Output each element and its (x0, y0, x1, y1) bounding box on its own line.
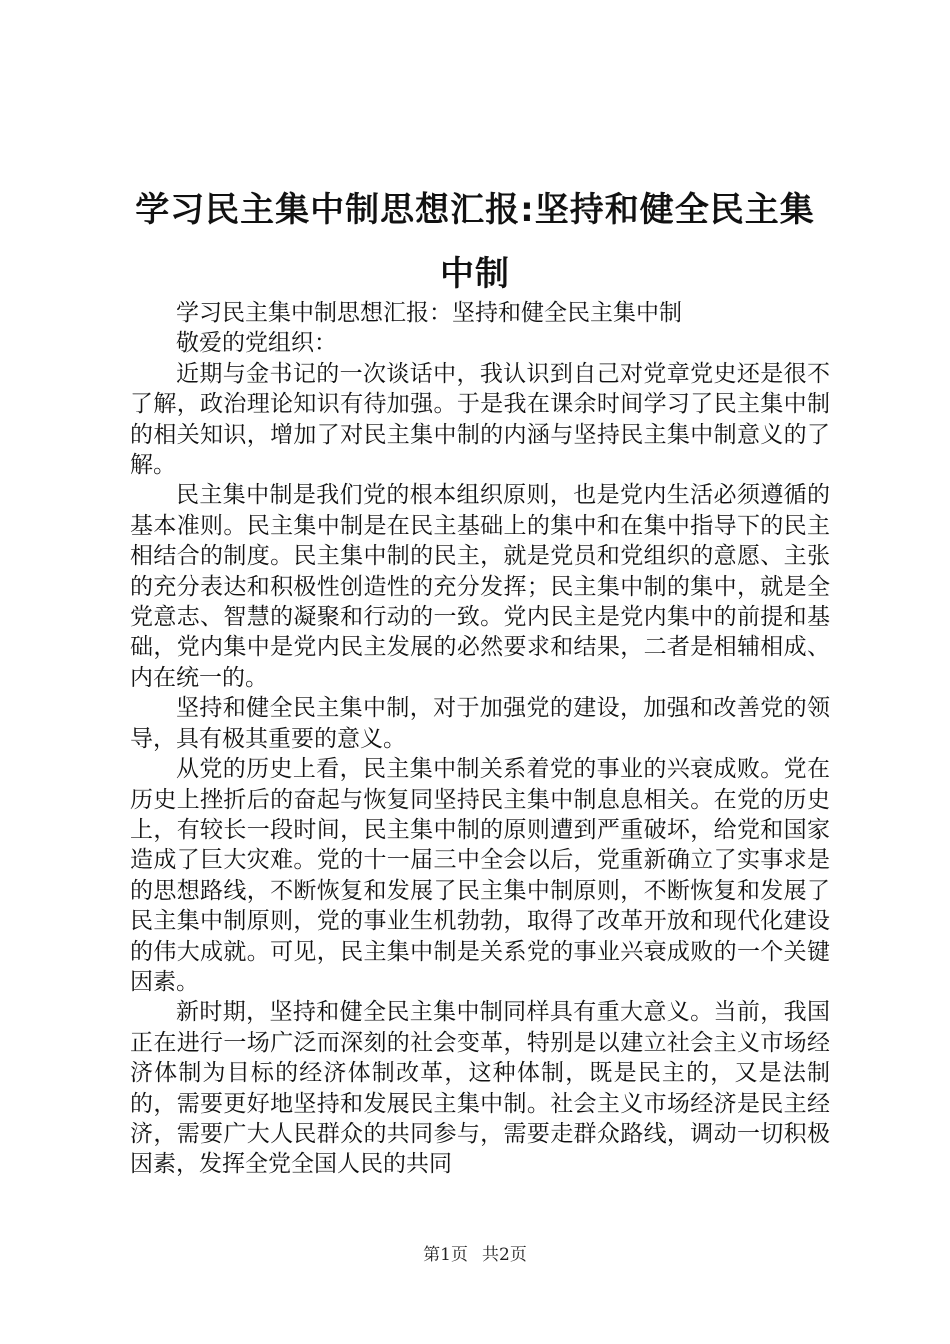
document-body (130, 298, 830, 1180)
document-title: 学习民主集中制思想汇报:坚持和健全民主集中制 (135, 190, 815, 294)
paragraph: 坚持和健全民主集中制，对于加强党的建设，加强和改善党的领导，具有极其重要的意义。 (130, 695, 830, 752)
page-number: 第1页 (423, 1245, 468, 1265)
paragraph: 近期与金书记的一次谈话中，我认识到自己对党章党史还是很不了解，政治理论知识有待加强。于是我在课余时间学习了民主集中制的相关知识，增加了对民主集中制的内涵与坚持民主集中制意义的了解。 (130, 360, 830, 479)
paragraph: 民主集中制是我们党的根本组织原则，也是党内生活必须遵循的基本准则。民主集中制是在民主基础上的集中和在集中指导下的民主相结合的制度。民主集中制的民主，就是党员和党组织的意愿、主张的充分表达和积极性创造性的充分发挥；民主集中制的集中，就是全党意志、智慧的凝聚和行动的一致。党内民主是党内集中的前提和基础，党内集中是党内民主发展的必然要求和结果，二者是相辅相成、内在统一的。 (130, 482, 830, 691)
paragraph: 从党的历史上看，民主集中制关系着党的事业的兴衰成败。党在历史上挫折后的奋起与恢复同坚持民主集中制息息相关。在党的历史上，有较长一段时间，民主集中制的原则遭到严重破坏，给党和国家造成了巨大灾难。党的十一届三中全会以后，党重新确立了实事求是的思想路线，不断恢复和发展了民主集中制原则，不断恢复和发展了民主集中制原则，党的事业生机勃勃，取得了改革开放和现代化建设的伟大成就。可见，民主集中制是关系党的事业兴衰成败的一个关键因素。 (130, 756, 830, 995)
page-footer (0, 1244, 950, 1266)
paragraph-salutation: 敬爱的党组织： (176, 330, 337, 357)
paragraph-subtitle: 学习民主集中制思想汇报：坚持和健全民主集中制 (176, 300, 682, 326)
paragraph: 新时期，坚持和健全民主集中制同样具有重大意义。当前，我国正在进行一场广泛而深刻的社会变革，特别是以建立社会主义市场经济体制为目标的经济体制改革，这种体制，既是民主的，又是法制的，需要更好地坚持和发展民主集中制。社会主义市场经济是民主经济，需要广大人民群众的共同参与，需要走群众路线，调动一切积极因素，发挥全党全国人民的共同 (130, 999, 830, 1178)
page-total: 共2页 (482, 1245, 527, 1265)
